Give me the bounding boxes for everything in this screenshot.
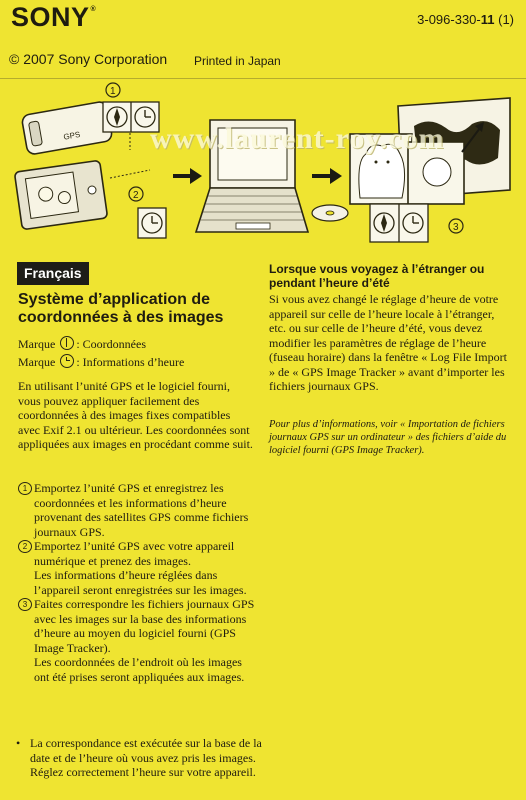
step-1 (18, 481, 258, 539)
part-number-prefix: 3-096-330- (417, 12, 481, 27)
printed-in: Printed in Japan (194, 54, 281, 68)
step-text: Emportez l’unité GPS avec votre appareil numérique et prenez des images. (34, 539, 235, 568)
part-number-suffix: (1) (494, 12, 514, 27)
cd-icon (312, 205, 348, 221)
mark-prefix: Marque (18, 355, 56, 369)
clock-icon (60, 354, 74, 368)
language-tag: Français (17, 262, 89, 285)
arrow-right-icon-2 (330, 168, 342, 184)
step-text: Emportez l’unité GPS et enregistrez les coordonnées et les informations d’heure provenant des satellites GPS comme fichiers journaux GPS. (34, 481, 249, 539)
step-text-block (34, 597, 258, 684)
compass-icon (60, 336, 74, 350)
registered-mark: ® (90, 6, 97, 13)
gps-unit-icon (21, 101, 113, 155)
mark-coordinates (18, 336, 146, 352)
note-text: La correspondance est exécutée sur la base de la date et de l’heure où vous avez pris les images. Réglez correctement l’heure sur votre appareil. (30, 736, 262, 779)
brand-name: SONY (11, 2, 90, 32)
intro-paragraph: En utilisant l’unité GPS et le logiciel fourni, vous pouvez appliquer facilement des coordonnées à des images fixes compatibles avec Exif 2.1 ou ultérieur. Les coordonnées sont appliquées aux images en procédant comme suit. (18, 379, 253, 451)
step-number-badge: 1 (18, 482, 32, 495)
mark-prefix: Marque (18, 337, 56, 351)
travel-section-note: Pour plus d’informations, voir « Importation de fichiers journaux GPS sur un ordinateur » des fichiers d’aide du logiciel fourni (GPS Image Tracker). (269, 419, 507, 456)
gps-unit-label: GPS (62, 129, 81, 142)
step-2-number: 2 (133, 190, 139, 201)
camera-icon (14, 160, 107, 229)
part-number-bold: 11 (480, 12, 495, 27)
step-3-icons (370, 204, 428, 242)
step-number-badge: 2 (18, 540, 32, 553)
step-text-block (34, 539, 258, 597)
step-text: Faites correspondre les fichiers journaux GPS avec les images sur la base des informations d’heure au moyen du logiciel fourni (GPS Image Tracker). (34, 597, 255, 655)
bullet-dot-icon: • (16, 736, 21, 750)
section-title: Système d’application de coordonnées à des images (18, 291, 224, 326)
step-3-number: 3 (453, 222, 459, 233)
step-2 (18, 539, 258, 597)
mark-text: : Informations d’heure (76, 355, 185, 369)
step-3 (18, 597, 258, 684)
step-2-clock-icon (138, 208, 166, 238)
mark-text: : Coordonnées (76, 337, 146, 351)
travel-section-body: Si vous avez changé le réglage d’heure de votre appareil sur celle de l’heure locale à l’étranger, etc. ou sur celle de l’heure d’été, vous devez modifier les paramètres de réglage de l’heure (fuseau horaire) dans la fenêtre « Log File Import » de « GPS Image Tracker » avant d’importer les fichiers journaux GPS. (269, 292, 507, 393)
mark-time (18, 354, 184, 370)
steps-list (18, 481, 258, 684)
workflow-illustration (10, 80, 516, 252)
part-number (417, 12, 514, 27)
brand-logo (11, 2, 96, 33)
watermark: www.laurent-roy.com (150, 122, 445, 155)
arrow-right-icon (190, 168, 202, 184)
travel-section-title: Lorsque vous voyagez à l’étranger ou pendant l’heure d’été (269, 262, 485, 290)
copyright: © 2007 Sony Corporation (9, 51, 168, 67)
step-text-continued: Les coordonnées de l’endroit où les images ont été prises seront appliquées aux images. (34, 655, 245, 684)
step-text-continued: Les informations d’heure réglées dans l’appareil seront enregistrées sur les images. (34, 568, 247, 597)
step-1-number: 1 (110, 86, 116, 97)
step-number-badge: 3 (18, 598, 32, 611)
note-bullet (16, 736, 266, 780)
header-divider (0, 78, 526, 79)
